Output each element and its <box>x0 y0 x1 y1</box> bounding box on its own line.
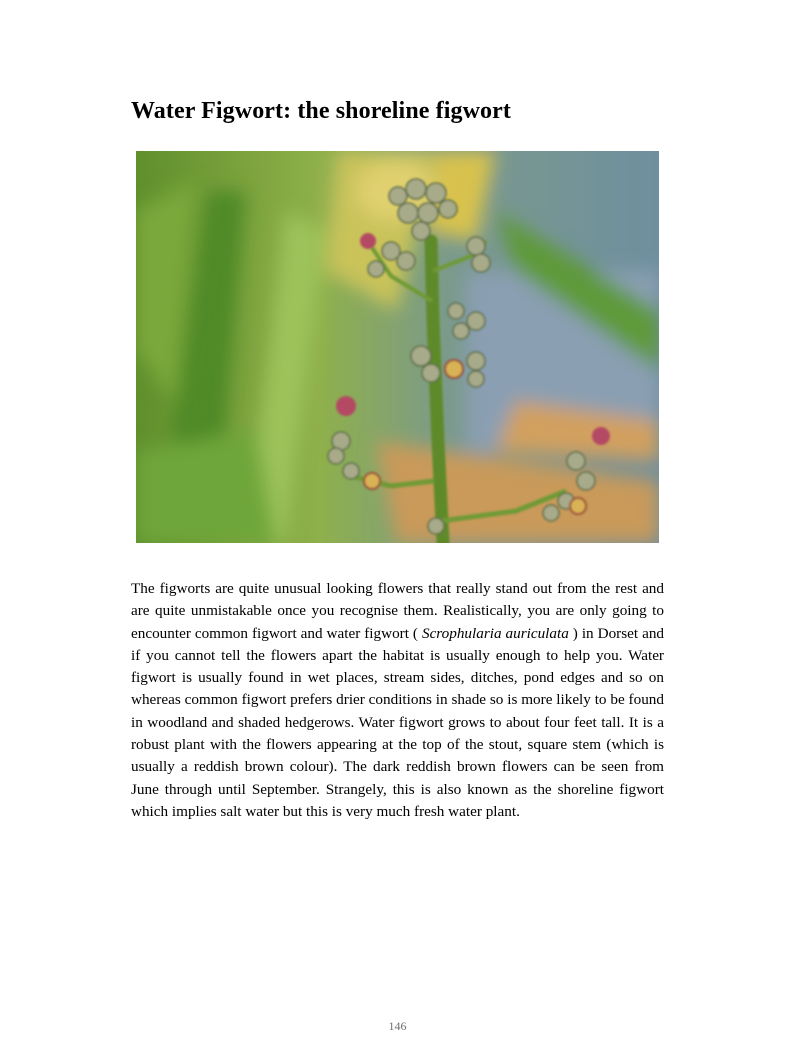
paragraph-text-start: The figworts are quite unusual looking flowers that really stand out from the rest and are quite unmistakable once you recognise them. Realistically, you are only going to encounter common figwort and water figwort ( <box>131 580 664 642</box>
figwort-photo <box>136 151 659 543</box>
species-name: Scrophularia auriculata <box>421 624 569 642</box>
body-paragraph <box>131 578 664 823</box>
page-number: 146 <box>388 1019 407 1033</box>
figwort-photo-illustration <box>136 151 659 543</box>
paragraph-text-end: ) in Dorset and if you cannot tell the flowers apart the habitat is usually enough to help you. Water figwort is usually found in wet places, stream sides, ditches, pond edges and so on whereas common figwort prefers drier conditions in shade so is more likely to be found in woodland and shaded hedgerows. Water figwort grows to about four feet tall. It is a robust plant with the flowers appearing at the top of the stout, square stem (which is usually a reddish brown colour). The dark reddish brown flowers can be seen from June through until September. Strangely, this is also known as the shoreline figwort which implies salt water but this is very much fresh water plant. <box>131 624 665 820</box>
page-title: Water Figwort: the shoreline figwort <box>131 98 511 124</box>
